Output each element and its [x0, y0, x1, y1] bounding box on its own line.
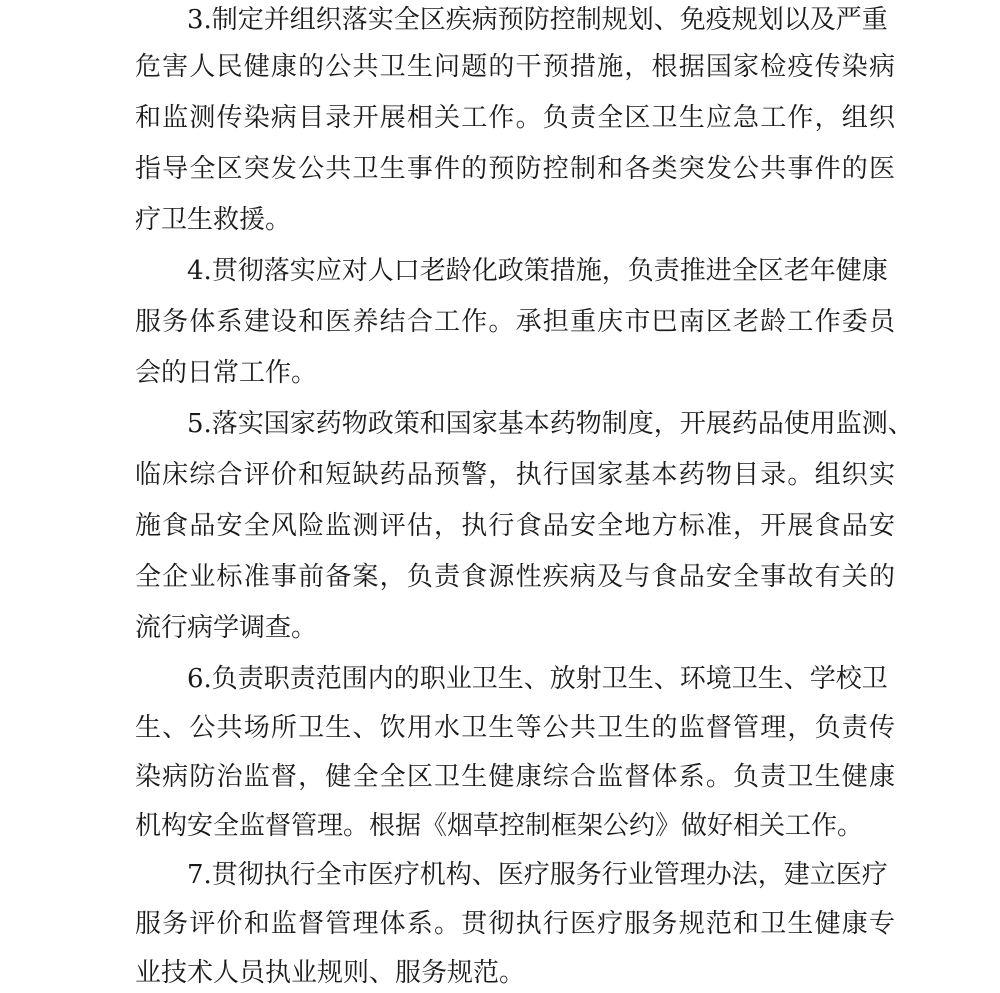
paragraph-4-line-1: 4.贯彻落实应对人口老龄化政策措施，负责推进全区老年健康: [187, 256, 888, 286]
paragraph-5-line-3: 施食品安全风险监测评估，执行食品安全地方标准，开展食品安: [135, 511, 895, 541]
paragraph-3-line-4: 指导全区突发公共卫生事件的预防控制和各类突发公共事件的医: [135, 154, 895, 184]
paragraph-5-line-5: 流行病学调查。: [135, 613, 318, 643]
paragraph-7-line-2: 服务评价和监督管理体系。贯彻执行医疗服务规范和卫生健康专: [135, 909, 895, 939]
paragraph-7-line-1: 7.贯彻执行全市医疗机构、医疗服务行业管理办法，建立医疗: [187, 860, 888, 890]
paragraph-7-line-3: 业技术人员执业规则、服务规范。: [135, 958, 526, 988]
paragraph-5-line-4: 全企业标准事前备案，负责食源性疾病及与食品安全事故有关的: [135, 562, 895, 592]
paragraph-3-line-3: 和监测传染病目录开展相关工作。负责全区卫生应急工作，组织: [135, 103, 895, 133]
paragraph-6-line-3: 染病防治监督，健全全区卫生健康综合监督体系。负责卫生健康: [135, 762, 895, 792]
paragraph-3-line-5: 疗卫生救援。: [135, 205, 292, 235]
paragraph-5-line-1: 5.落实国家药物政策和国家基本药物制度，开展药品使用监测、: [187, 409, 914, 439]
paragraph-3-line-2: 危害人民健康的公共卫生问题的干预措施，根据国家检疫传染病: [135, 52, 895, 82]
paragraph-3-line-1: 3.制定并组织落实全区疾病预防控制规划、免疫规划以及严重: [187, 5, 888, 35]
paragraph-6-line-4: 机构安全监督管理。根据《烟草控制框架公约》做好相关工作。: [135, 811, 864, 841]
paragraph-4-line-2: 服务体系建设和医养结合工作。承担重庆市巴南区老龄工作委员: [135, 307, 895, 337]
paragraph-6-line-1: 6.负责职责范围内的职业卫生、放射卫生、环境卫生、学校卫: [187, 664, 888, 694]
paragraph-4-line-3: 会的日常工作。: [135, 358, 318, 388]
paragraph-6-line-2: 生、公共场所卫生、饮用水卫生等公共卫生的监督管理，负责传: [135, 713, 895, 743]
paragraph-5-line-2: 临床综合评价和短缺药品预警，执行国家基本药物目录。组织实: [135, 460, 895, 490]
